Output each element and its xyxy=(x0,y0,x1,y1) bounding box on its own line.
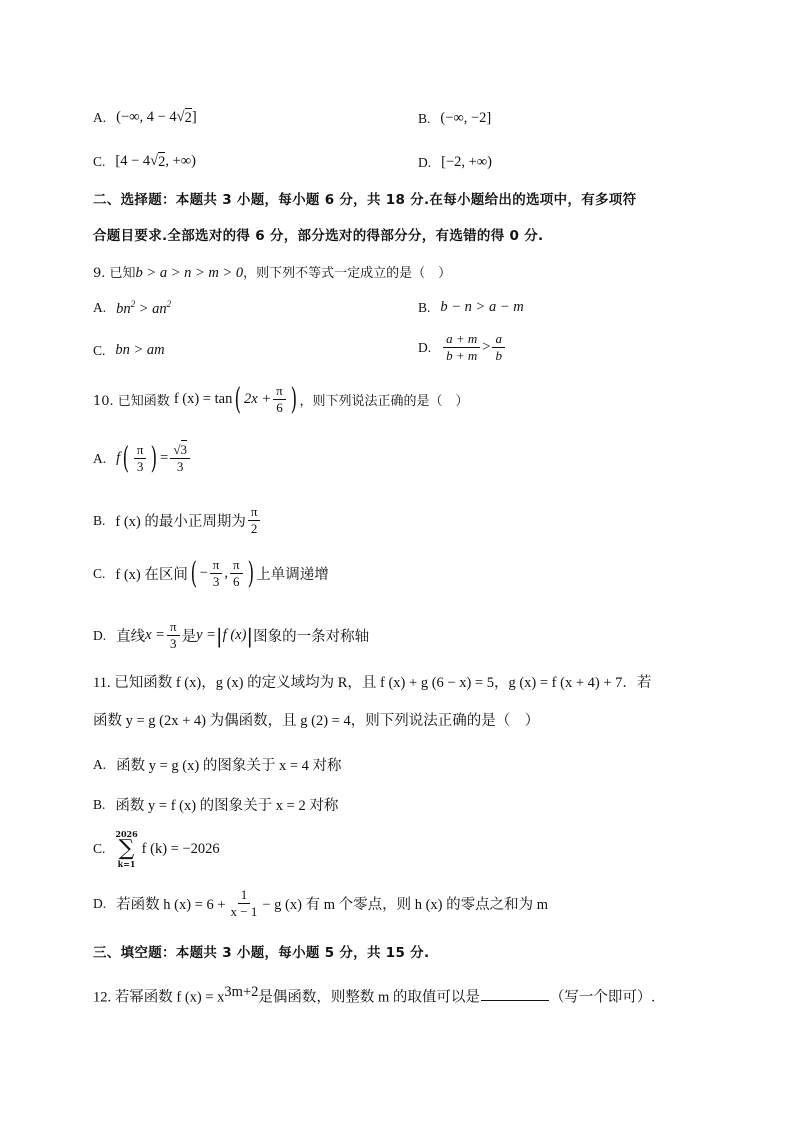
sum-upper-limit: 2026 xyxy=(115,829,138,839)
option-math: bn > am xyxy=(115,342,165,358)
denominator: 3 xyxy=(170,636,177,652)
numerator: π xyxy=(230,558,243,574)
option-text-right: , +∞) xyxy=(165,153,196,169)
numerator: π xyxy=(210,558,223,574)
option-label: A. xyxy=(93,300,107,316)
left-paren: ( xyxy=(190,555,197,591)
fraction xyxy=(170,443,190,475)
option-label: A. xyxy=(93,450,107,466)
option-text: 若函数 h (x) = 6 + xyxy=(116,897,226,914)
q12-text: （写一个即可）. xyxy=(549,989,656,1006)
option-math: f (k) = −2026 xyxy=(141,840,220,857)
q11-option-a[interactable] xyxy=(93,754,342,775)
fraction xyxy=(210,558,223,590)
left-paren: ( xyxy=(122,440,130,476)
sqrt-sign: √ xyxy=(150,153,159,169)
q12-text: 12. 若幂函数 f (x) = x xyxy=(93,989,225,1006)
q11-option-c[interactable] xyxy=(93,830,220,868)
option-math: f (x) xyxy=(222,627,247,644)
exponent: 3m+2 xyxy=(224,984,259,1000)
option-math: y = xyxy=(196,627,216,644)
abs-bar-left: | xyxy=(215,623,223,648)
fraction xyxy=(248,505,261,537)
q10-suffix: ，则下列说法正确的是（ ） xyxy=(299,394,469,410)
q8-option-b[interactable] xyxy=(418,110,491,127)
answer-blank[interactable] xyxy=(481,988,549,1001)
option-label: C. xyxy=(93,153,106,169)
option-text-left: [4 − 4 xyxy=(115,153,151,169)
option-math: b − n > a − m xyxy=(440,299,524,315)
fraction xyxy=(230,558,243,590)
option-math: x = xyxy=(145,627,165,644)
option-label: D. xyxy=(418,154,432,170)
denominator: 3 xyxy=(136,459,144,475)
option-text: f (x) 在区间 xyxy=(115,567,188,584)
denominator: 3 xyxy=(176,459,184,475)
denominator: 6 xyxy=(276,400,283,416)
numerator: π xyxy=(273,384,286,400)
equals: = xyxy=(160,450,169,467)
q11-option-b[interactable] xyxy=(93,794,338,815)
q9-option-a[interactable] xyxy=(93,299,171,318)
option-text: − g (x) 有 m 个零点，则 h (x) 的零点之和为 m xyxy=(262,897,549,914)
q10-option-c[interactable] xyxy=(93,555,329,591)
q9-option-b[interactable] xyxy=(418,299,524,316)
option-text: 函数 y = g (x) 的图象关于 x = 4 对称 xyxy=(116,758,342,774)
option-text: f (x) 的最小正周期为 xyxy=(115,514,246,531)
option-text-right: ] xyxy=(191,109,197,125)
fraction xyxy=(443,332,480,364)
right-paren: ) xyxy=(290,381,297,417)
q8-option-c[interactable] xyxy=(93,152,196,171)
section3-heading: 三、填空题：本题共 3 小题，每小题 5 分，共 15 分. xyxy=(93,945,430,961)
abs-bar-right: | xyxy=(246,623,254,648)
sum-lower-limit: k=1 xyxy=(117,859,136,869)
denominator: 3 xyxy=(212,574,220,590)
q10-func: f (x) = tan xyxy=(173,391,233,408)
q11-stem-line1: 11. 已知函数 f (x)，g (x) 的定义域均为 R，且 f (x) + g (6 − x) = 5，g (x) = f (x + 4) + 7．若 xyxy=(93,675,652,691)
section2-heading-line2: 合题目要求.全部选对的得 6 分，部分选对的得部分分，有选错的得 0 分. xyxy=(93,228,544,244)
numerator: π xyxy=(167,620,180,636)
sigma-symbol: ∑ xyxy=(118,836,135,861)
numerator: a xyxy=(492,332,505,348)
right-paren: ) xyxy=(247,555,254,591)
option-text: 直线 xyxy=(116,629,146,646)
numerator: π xyxy=(248,505,261,521)
right-paren: ) xyxy=(151,440,158,476)
q10-arg: 2x + xyxy=(244,391,272,408)
q9-suffix: ，则下列不等式一定成立的是（ ） xyxy=(243,266,452,281)
option-text: 是 xyxy=(181,629,197,646)
numerator: π xyxy=(134,443,147,459)
denominator: b xyxy=(495,348,502,364)
option-text: 函数 y = f (x) 的图象关于 x = 2 对称 xyxy=(115,798,339,814)
left-paren: ( xyxy=(234,381,242,417)
option-label: B. xyxy=(93,512,106,528)
fraction xyxy=(167,620,180,652)
q10-option-a[interactable] xyxy=(93,440,192,476)
q8-option-a[interactable] xyxy=(93,108,197,127)
q10-option-d[interactable] xyxy=(93,620,369,652)
func-f: f xyxy=(116,450,121,467)
gt-symbol: > xyxy=(482,339,491,356)
option-text: 图象的一条对称轴 xyxy=(253,629,370,646)
fraction xyxy=(134,443,147,475)
q11-stem-line2: 函数 y = g (2x + 4) 为偶函数，且 g (2) = 4，则下列说法正确的是（ ） xyxy=(93,713,540,729)
minus: − xyxy=(199,565,208,582)
option-label: D. xyxy=(418,339,432,355)
option-label: C. xyxy=(93,342,106,358)
q9-stem xyxy=(93,266,451,281)
option-label: D. xyxy=(93,895,107,911)
option-label: C. xyxy=(93,841,106,856)
summation xyxy=(115,830,137,868)
option-text: 上单调递增 xyxy=(256,567,329,584)
option-math: $bn^2 > an^2$ xyxy=(116,299,172,317)
numerator: √3 xyxy=(170,443,190,459)
denominator: b + m xyxy=(446,348,478,364)
section2-heading-line1: 二、选择题：本题共 3 小题，每小题 6 分，共 18 分.在每小题给出的选项中，有多项符 xyxy=(93,192,637,208)
option-label: B. xyxy=(418,110,431,126)
fraction xyxy=(228,888,261,920)
option-label: D. xyxy=(93,627,107,643)
option-text: (−∞, −2] xyxy=(440,110,492,126)
q10-prefix: 10. 已知函数 xyxy=(93,394,170,410)
numerator: 1 xyxy=(238,888,251,904)
option-label: B. xyxy=(93,796,106,812)
q9-condition: b > a > n > m > 0 xyxy=(135,265,244,281)
option-text: [−2, +∞) xyxy=(441,154,492,170)
comma: , xyxy=(224,565,228,582)
sqrt-radicand: 2 xyxy=(158,154,166,170)
fraction xyxy=(492,332,505,364)
q10-stem xyxy=(93,381,469,417)
sqrt-radicand: 2 xyxy=(184,110,192,126)
denominator: 6 xyxy=(233,574,240,590)
option-label: B. xyxy=(418,299,431,315)
q9-option-c[interactable] xyxy=(93,342,165,359)
denominator: 2 xyxy=(250,521,258,537)
option-label: A. xyxy=(93,109,107,125)
option-label: A. xyxy=(93,756,107,772)
q12-stem xyxy=(93,985,655,1005)
sqrt-sign: √ xyxy=(176,109,185,125)
q8-option-d[interactable] xyxy=(418,154,492,171)
numerator: a + m xyxy=(443,332,480,348)
q9-option-d[interactable] xyxy=(418,332,507,364)
q9-prefix: 9. 已知 xyxy=(93,266,136,281)
option-text-left: (−∞, 4 − 4 xyxy=(116,109,177,125)
q12-text: 是偶函数，则整数 m 的取值可以是 xyxy=(258,989,480,1006)
fraction xyxy=(273,384,286,416)
sqrt-radicand: 3 xyxy=(180,442,187,457)
option-label: C. xyxy=(93,565,106,581)
denominator: x − 1 xyxy=(230,904,258,920)
q11-option-d[interactable] xyxy=(93,888,548,920)
q10-option-b[interactable] xyxy=(93,505,262,537)
